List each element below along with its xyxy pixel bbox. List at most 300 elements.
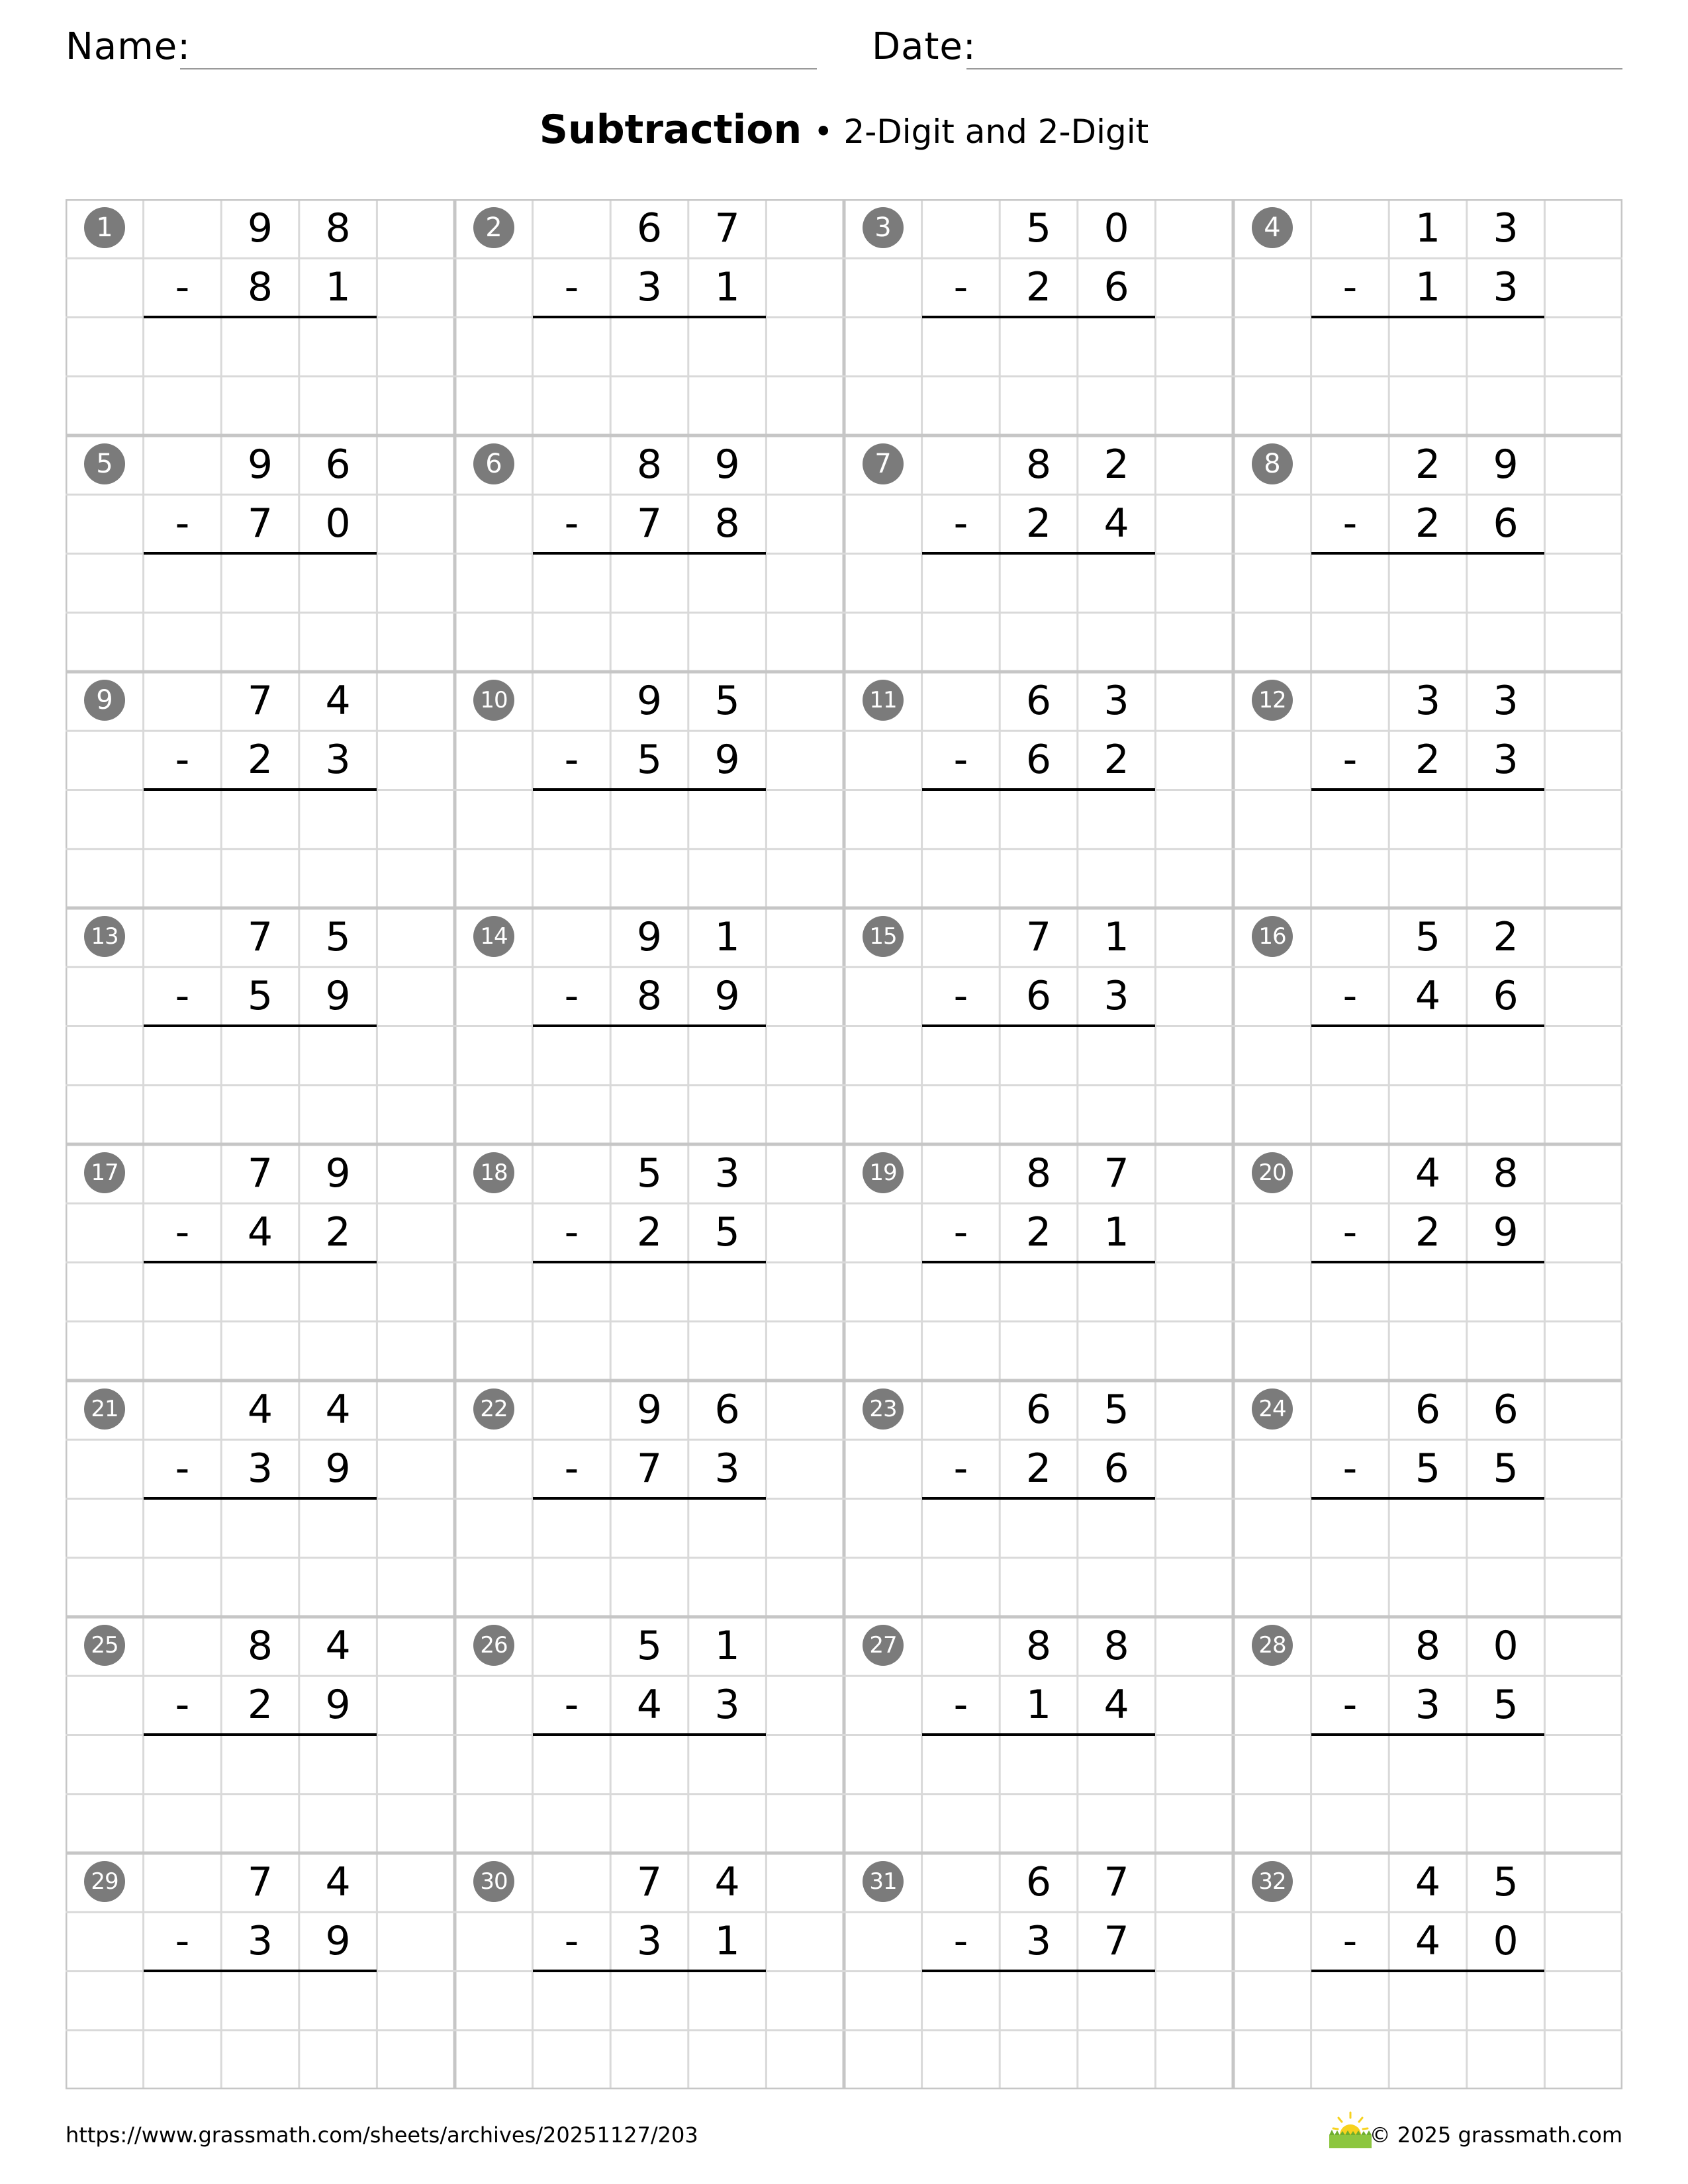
subtrahend-ones-digit: 9 [325, 1445, 351, 1492]
subtrahend-ones-digit: 8 [714, 500, 740, 547]
answer-cell[interactable] [688, 554, 767, 672]
answer-cell[interactable] [1078, 1735, 1156, 1854]
minuend-ones-digit: 7 [1103, 1859, 1129, 1905]
problem-number-badge: 5 [84, 443, 125, 484]
minuend-tens-digit: 1 [1415, 205, 1441, 251]
problem-8 [1233, 435, 1622, 672]
minus-sign: - [564, 1445, 579, 1492]
answer-cell[interactable] [688, 318, 767, 436]
minuend-ones-digit: 5 [714, 678, 740, 724]
date-label: Date: [872, 25, 976, 68]
problem-number-badge: 22 [473, 1388, 514, 1430]
answer-cell[interactable] [1389, 1499, 1467, 1617]
minuend-ones-digit: 3 [1493, 678, 1519, 724]
answer-cell[interactable] [299, 1972, 377, 2090]
minus-sign: - [953, 264, 968, 311]
answer-cell[interactable] [299, 1735, 377, 1854]
subtrahend-tens-digit: 1 [1025, 1682, 1052, 1729]
problem-18 [455, 1144, 844, 1381]
minuend-tens-digit: 3 [1415, 678, 1441, 724]
minus-sign: - [953, 1918, 968, 1965]
subtrahend-ones-digit: 2 [325, 1209, 351, 1256]
answer-cell[interactable] [1389, 1972, 1467, 2090]
minus-sign: - [175, 264, 190, 311]
minuend-ones-digit: 2 [1493, 914, 1519, 960]
answer-cell[interactable] [144, 554, 222, 672]
subtrahend-ones-digit: 1 [714, 1918, 740, 1965]
answer-cell[interactable] [922, 790, 1000, 909]
name-field-line[interactable] [180, 68, 817, 69]
answer-cell[interactable] [1389, 554, 1467, 672]
minuend-ones-digit: 1 [1103, 914, 1129, 960]
subtrahend-tens-digit: 2 [1025, 1209, 1052, 1256]
minus-sign: - [175, 737, 190, 784]
answer-cell[interactable] [1078, 1026, 1156, 1145]
minuend-ones-digit: 3 [1493, 205, 1519, 251]
answer-cell[interactable] [1467, 318, 1545, 436]
minuend-tens-digit: 5 [636, 1150, 663, 1197]
minus-sign: - [564, 500, 579, 547]
minuend-tens-digit: 8 [636, 441, 663, 488]
minus-sign: - [175, 1445, 190, 1492]
subtrahend-tens-digit: 4 [247, 1209, 273, 1256]
problem-32 [1233, 1853, 1622, 2089]
minus-sign: - [175, 1682, 190, 1729]
answer-cell[interactable] [922, 1026, 1000, 1145]
minuend-tens-digit: 7 [247, 914, 273, 960]
minuend-tens-digit: 6 [1025, 1859, 1052, 1905]
answer-cell[interactable] [299, 1026, 377, 1145]
minus-sign: - [1342, 1209, 1358, 1256]
answer-cell[interactable] [1311, 790, 1389, 909]
minus-sign: - [1342, 1445, 1358, 1492]
answer-cell[interactable] [1078, 1499, 1156, 1617]
problem-number-badge: 17 [84, 1152, 125, 1193]
minuend-tens-digit: 4 [1415, 1859, 1441, 1905]
problem-number-badge: 15 [863, 916, 904, 957]
answer-cell[interactable] [144, 1026, 222, 1145]
problem-number-badge: 8 [1252, 443, 1293, 484]
subtrahend-ones-digit: 9 [714, 737, 740, 784]
problem-30 [455, 1853, 844, 2089]
minuend-tens-digit: 7 [636, 1859, 663, 1905]
problem-number-badge: 25 [84, 1625, 125, 1666]
answer-cell[interactable] [1467, 1499, 1545, 1617]
problem-2 [455, 199, 844, 435]
answer-cell[interactable] [688, 1499, 767, 1617]
minus-sign: - [175, 973, 190, 1020]
answer-cell[interactable] [1000, 318, 1078, 436]
problem-grid [66, 199, 1622, 2089]
minus-sign: - [953, 973, 968, 1020]
answer-cell[interactable] [610, 1026, 688, 1145]
answer-cell[interactable] [1000, 1735, 1078, 1854]
problem-6 [455, 435, 844, 672]
minuend-ones-digit: 4 [325, 1623, 351, 1669]
subtrahend-tens-digit: 5 [636, 737, 663, 784]
problem-5 [66, 435, 455, 672]
footer-copyright: © 2025 grassmath.com [1369, 2122, 1622, 2148]
answer-cell[interactable] [1389, 790, 1467, 909]
minuend-ones-digit: 9 [1493, 441, 1519, 488]
answer-cell[interactable] [533, 1972, 611, 2090]
minus-sign: - [564, 1918, 579, 1965]
answer-cell[interactable] [1467, 1026, 1545, 1145]
answer-cell[interactable] [1311, 318, 1389, 436]
minuend-tens-digit: 5 [1025, 205, 1052, 251]
footer-url: https://www.grassmath.com/sheets/archives/20251127/203 [66, 2122, 698, 2148]
answer-cell[interactable] [299, 554, 377, 672]
name-label: Name: [66, 25, 191, 68]
subtrahend-ones-digit: 0 [325, 500, 351, 547]
subtrahend-ones-digit: 3 [1493, 737, 1519, 784]
answer-cell[interactable] [533, 1735, 611, 1854]
minuend-tens-digit: 9 [247, 441, 273, 488]
answer-cell[interactable] [1078, 1972, 1156, 2090]
minuend-ones-digit: 7 [1103, 1150, 1129, 1197]
problem-14 [455, 908, 844, 1144]
answer-cell[interactable] [144, 318, 222, 436]
minus-sign: - [953, 1445, 968, 1492]
answer-cell[interactable] [922, 1499, 1000, 1617]
problem-number-badge: 6 [473, 443, 514, 484]
answer-cell[interactable] [221, 554, 299, 672]
subtrahend-ones-digit: 6 [1493, 500, 1519, 547]
minuend-tens-digit: 9 [636, 1387, 663, 1433]
minuend-ones-digit: 1 [714, 1623, 740, 1669]
minuend-ones-digit: 8 [1103, 1623, 1129, 1669]
minuend-ones-digit: 5 [1493, 1859, 1519, 1905]
minuend-tens-digit: 8 [1415, 1623, 1441, 1669]
answer-cell[interactable] [1000, 1263, 1078, 1381]
answer-cell[interactable] [688, 790, 767, 909]
minuend-ones-digit: 4 [325, 1387, 351, 1433]
minuend-tens-digit: 8 [1025, 441, 1052, 488]
subtrahend-tens-digit: 2 [247, 1682, 273, 1729]
answer-cell[interactable] [610, 318, 688, 436]
answer-cell[interactable] [610, 554, 688, 672]
answer-cell[interactable] [1467, 1735, 1545, 1854]
answer-cell[interactable] [1000, 1972, 1078, 2090]
answer-cell[interactable] [610, 1499, 688, 1617]
subtrahend-ones-digit: 4 [1103, 1682, 1129, 1729]
minuend-tens-digit: 5 [1415, 914, 1441, 960]
minuend-ones-digit: 9 [325, 1150, 351, 1197]
answer-cell[interactable] [922, 554, 1000, 672]
minus-sign: - [1342, 737, 1358, 784]
answer-cell[interactable] [1000, 554, 1078, 672]
subtrahend-ones-digit: 0 [1493, 1918, 1519, 1965]
subtrahend-tens-digit: 4 [1415, 973, 1441, 1020]
answer-cell[interactable] [1389, 1026, 1467, 1145]
subtrahend-ones-digit: 7 [1103, 1918, 1129, 1965]
date-field-line[interactable] [966, 68, 1622, 69]
answer-cell[interactable] [688, 1972, 767, 2090]
minuend-tens-digit: 5 [636, 1623, 663, 1669]
answer-cell[interactable] [1389, 318, 1467, 436]
answer-cell[interactable] [1311, 1026, 1389, 1145]
subtrahend-tens-digit: 5 [1415, 1445, 1441, 1492]
subtrahend-tens-digit: 4 [636, 1682, 663, 1729]
problem-9 [66, 672, 455, 908]
problem-number-badge: 32 [1252, 1861, 1293, 1902]
minuend-tens-digit: 4 [247, 1387, 273, 1433]
problem-23 [844, 1381, 1233, 1617]
answer-cell[interactable] [688, 1263, 767, 1381]
answer-cell[interactable] [922, 1972, 1000, 2090]
subtrahend-tens-digit: 2 [247, 737, 273, 784]
minuend-ones-digit: 3 [1103, 678, 1129, 724]
grass-sun-logo-icon [1325, 2110, 1376, 2151]
minus-sign: - [1342, 500, 1358, 547]
minuend-ones-digit: 6 [325, 441, 351, 488]
problem-number-badge: 16 [1252, 916, 1293, 957]
subtrahend-tens-digit: 3 [247, 1918, 273, 1965]
problem-31 [844, 1853, 1233, 2089]
problem-number-badge: 19 [863, 1152, 904, 1193]
answer-cell[interactable] [299, 1263, 377, 1381]
problem-number-badge: 7 [863, 443, 904, 484]
minus-sign: - [1342, 264, 1358, 311]
problem-number-badge: 11 [863, 680, 904, 721]
minus-sign: - [175, 1209, 190, 1256]
minus-sign: - [175, 500, 190, 547]
answer-cell[interactable] [221, 1735, 299, 1854]
answer-cell[interactable] [1311, 1263, 1389, 1381]
answer-cell[interactable] [1078, 554, 1156, 672]
minuend-tens-digit: 7 [247, 1859, 273, 1905]
problem-4 [1233, 199, 1622, 435]
problem-number-badge: 4 [1252, 207, 1293, 248]
minus-sign: - [953, 500, 968, 547]
subtrahend-tens-digit: 8 [636, 973, 663, 1020]
subtrahend-tens-digit: 2 [1025, 1445, 1052, 1492]
answer-cell[interactable] [610, 1263, 688, 1381]
problem-15 [844, 908, 1233, 1144]
problem-number-badge: 27 [863, 1625, 904, 1666]
minus-sign: - [175, 1918, 190, 1965]
answer-cell[interactable] [1000, 1499, 1078, 1617]
minus-sign: - [1342, 1918, 1358, 1965]
minuend-tens-digit: 6 [1025, 1387, 1052, 1433]
minuend-ones-digit: 4 [714, 1859, 740, 1905]
problem-number-badge: 18 [473, 1152, 514, 1193]
answer-cell[interactable] [922, 318, 1000, 436]
answer-cell[interactable] [1389, 1735, 1467, 1854]
problem-16 [1233, 908, 1622, 1144]
subtrahend-tens-digit: 7 [636, 500, 663, 547]
subtrahend-tens-digit: 6 [1025, 737, 1052, 784]
answer-cell[interactable] [533, 1263, 611, 1381]
answer-cell[interactable] [1311, 554, 1389, 672]
subtrahend-tens-digit: 3 [1025, 1918, 1052, 1965]
problem-22 [455, 1381, 844, 1617]
subtrahend-ones-digit: 3 [714, 1682, 740, 1729]
problem-21 [66, 1381, 455, 1617]
subtrahend-ones-digit: 5 [1493, 1682, 1519, 1729]
minuend-ones-digit: 5 [1103, 1387, 1129, 1433]
problem-12 [1233, 672, 1622, 908]
subtrahend-ones-digit: 3 [1103, 973, 1129, 1020]
answer-cell[interactable] [533, 554, 611, 672]
problem-number-badge: 14 [473, 916, 514, 957]
subtrahend-ones-digit: 3 [325, 737, 351, 784]
answer-cell[interactable] [922, 1263, 1000, 1381]
answer-cell[interactable] [688, 1735, 767, 1854]
answer-cell[interactable] [1000, 790, 1078, 909]
answer-cell[interactable] [299, 790, 377, 909]
subtrahend-ones-digit: 1 [714, 264, 740, 311]
problem-number-badge: 24 [1252, 1388, 1293, 1430]
problem-10 [455, 672, 844, 908]
title-main: Subtraction [539, 107, 802, 153]
worksheet-title [0, 103, 1688, 158]
problem-28 [1233, 1617, 1622, 1853]
answer-cell[interactable] [1078, 1263, 1156, 1381]
minus-sign: - [953, 1209, 968, 1256]
minuend-tens-digit: 7 [1025, 914, 1052, 960]
problem-number-badge: 12 [1252, 680, 1293, 721]
subtrahend-ones-digit: 4 [1103, 500, 1129, 547]
answer-cell[interactable] [144, 1972, 222, 2090]
subtrahend-tens-digit: 2 [1025, 500, 1052, 547]
answer-cell[interactable] [533, 790, 611, 909]
minuend-tens-digit: 6 [1025, 678, 1052, 724]
subtrahend-tens-digit: 2 [1415, 500, 1441, 547]
subtrahend-ones-digit: 6 [1493, 973, 1519, 1020]
subtrahend-ones-digit: 9 [325, 1682, 351, 1729]
answer-cell[interactable] [533, 318, 611, 436]
subtrahend-tens-digit: 4 [1415, 1918, 1441, 1965]
minuend-ones-digit: 0 [1103, 205, 1129, 251]
minus-sign: - [564, 1682, 579, 1729]
answer-cell[interactable] [299, 318, 377, 436]
subtrahend-tens-digit: 3 [636, 1918, 663, 1965]
answer-cell[interactable] [1467, 1263, 1545, 1381]
answer-cell[interactable] [221, 790, 299, 909]
problem-number-badge: 26 [473, 1625, 514, 1666]
answer-cell[interactable] [1311, 1972, 1389, 2090]
problem-7 [844, 435, 1233, 672]
minus-sign: - [564, 737, 579, 784]
problem-24 [1233, 1381, 1622, 1617]
subtrahend-ones-digit: 5 [1493, 1445, 1519, 1492]
problem-27 [844, 1617, 1233, 1853]
answer-cell[interactable] [144, 1263, 222, 1381]
answer-cell[interactable] [221, 1972, 299, 2090]
answer-cell[interactable] [144, 1499, 222, 1617]
answer-cell[interactable] [1311, 1735, 1389, 1854]
minus-sign: - [564, 264, 579, 311]
problem-number-badge: 30 [473, 1861, 514, 1902]
subtrahend-tens-digit: 2 [1415, 737, 1441, 784]
answer-cell[interactable] [1078, 318, 1156, 436]
subtrahend-tens-digit: 1 [1415, 264, 1441, 311]
minuend-ones-digit: 1 [714, 914, 740, 960]
answer-cell[interactable] [1000, 1026, 1078, 1145]
problem-number-badge: 1 [84, 207, 125, 248]
minuend-ones-digit: 9 [714, 441, 740, 488]
subtrahend-ones-digit: 2 [1103, 737, 1129, 784]
minuend-tens-digit: 8 [1025, 1623, 1052, 1669]
subtrahend-ones-digit: 9 [325, 973, 351, 1020]
problem-26 [455, 1617, 844, 1853]
minuend-tens-digit: 7 [247, 678, 273, 724]
answer-cell[interactable] [144, 790, 222, 909]
minus-sign: - [564, 1209, 579, 1256]
problem-3 [844, 199, 1233, 435]
minuend-tens-digit: 9 [247, 205, 273, 251]
answer-cell[interactable] [1078, 790, 1156, 909]
answer-cell[interactable] [1467, 790, 1545, 909]
problem-number-badge: 13 [84, 916, 125, 957]
minuend-ones-digit: 6 [1493, 1387, 1519, 1433]
answer-cell[interactable] [610, 1735, 688, 1854]
subtrahend-ones-digit: 1 [325, 264, 351, 311]
problem-11 [844, 672, 1233, 908]
minuend-ones-digit: 8 [1493, 1150, 1519, 1197]
subtrahend-ones-digit: 5 [714, 1209, 740, 1256]
minuend-ones-digit: 5 [325, 914, 351, 960]
answer-cell[interactable] [221, 1263, 299, 1381]
answer-cell[interactable] [533, 1026, 611, 1145]
minuend-tens-digit: 8 [247, 1623, 273, 1669]
problem-number-badge: 21 [84, 1388, 125, 1430]
subtrahend-ones-digit: 6 [1103, 264, 1129, 311]
problem-number-badge: 23 [863, 1388, 904, 1430]
answer-cell[interactable] [221, 1499, 299, 1617]
problem-20 [1233, 1144, 1622, 1381]
answer-cell[interactable] [610, 790, 688, 909]
subtrahend-ones-digit: 6 [1103, 1445, 1129, 1492]
subtrahend-tens-digit: 6 [1025, 973, 1052, 1020]
minuend-ones-digit: 4 [325, 1859, 351, 1905]
answer-cell[interactable] [610, 1972, 688, 2090]
minuend-tens-digit: 9 [636, 678, 663, 724]
answer-cell[interactable] [221, 1026, 299, 1145]
answer-cell[interactable] [221, 318, 299, 436]
minuend-tens-digit: 6 [1415, 1387, 1441, 1433]
minuend-tens-digit: 7 [247, 1150, 273, 1197]
problem-number-badge: 9 [84, 680, 125, 721]
answer-cell[interactable] [1311, 1499, 1389, 1617]
problem-13 [66, 908, 455, 1144]
subtrahend-tens-digit: 3 [636, 264, 663, 311]
subtrahend-tens-digit: 8 [247, 264, 273, 311]
minus-sign: - [564, 973, 579, 1020]
answer-cell[interactable] [299, 1499, 377, 1617]
answer-cell[interactable] [144, 1735, 222, 1854]
title-subtitle: • 2-Digit and 2-Digit [814, 113, 1149, 151]
problem-19 [844, 1144, 1233, 1381]
minuend-ones-digit: 6 [714, 1387, 740, 1433]
minus-sign: - [1342, 1682, 1358, 1729]
problem-number-badge: 10 [473, 680, 514, 721]
answer-cell[interactable] [1467, 554, 1545, 672]
answer-cell[interactable] [688, 1026, 767, 1145]
minuend-ones-digit: 8 [325, 205, 351, 251]
subtrahend-tens-digit: 7 [247, 500, 273, 547]
problem-number-badge: 29 [84, 1861, 125, 1902]
minuend-tens-digit: 4 [1415, 1150, 1441, 1197]
answer-cell[interactable] [1467, 1972, 1545, 2090]
subtrahend-ones-digit: 1 [1103, 1209, 1129, 1256]
answer-cell[interactable] [922, 1735, 1000, 1854]
minus-sign: - [1342, 973, 1358, 1020]
subtrahend-tens-digit: 2 [636, 1209, 663, 1256]
answer-cell[interactable] [1389, 1263, 1467, 1381]
answer-cell[interactable] [533, 1499, 611, 1617]
